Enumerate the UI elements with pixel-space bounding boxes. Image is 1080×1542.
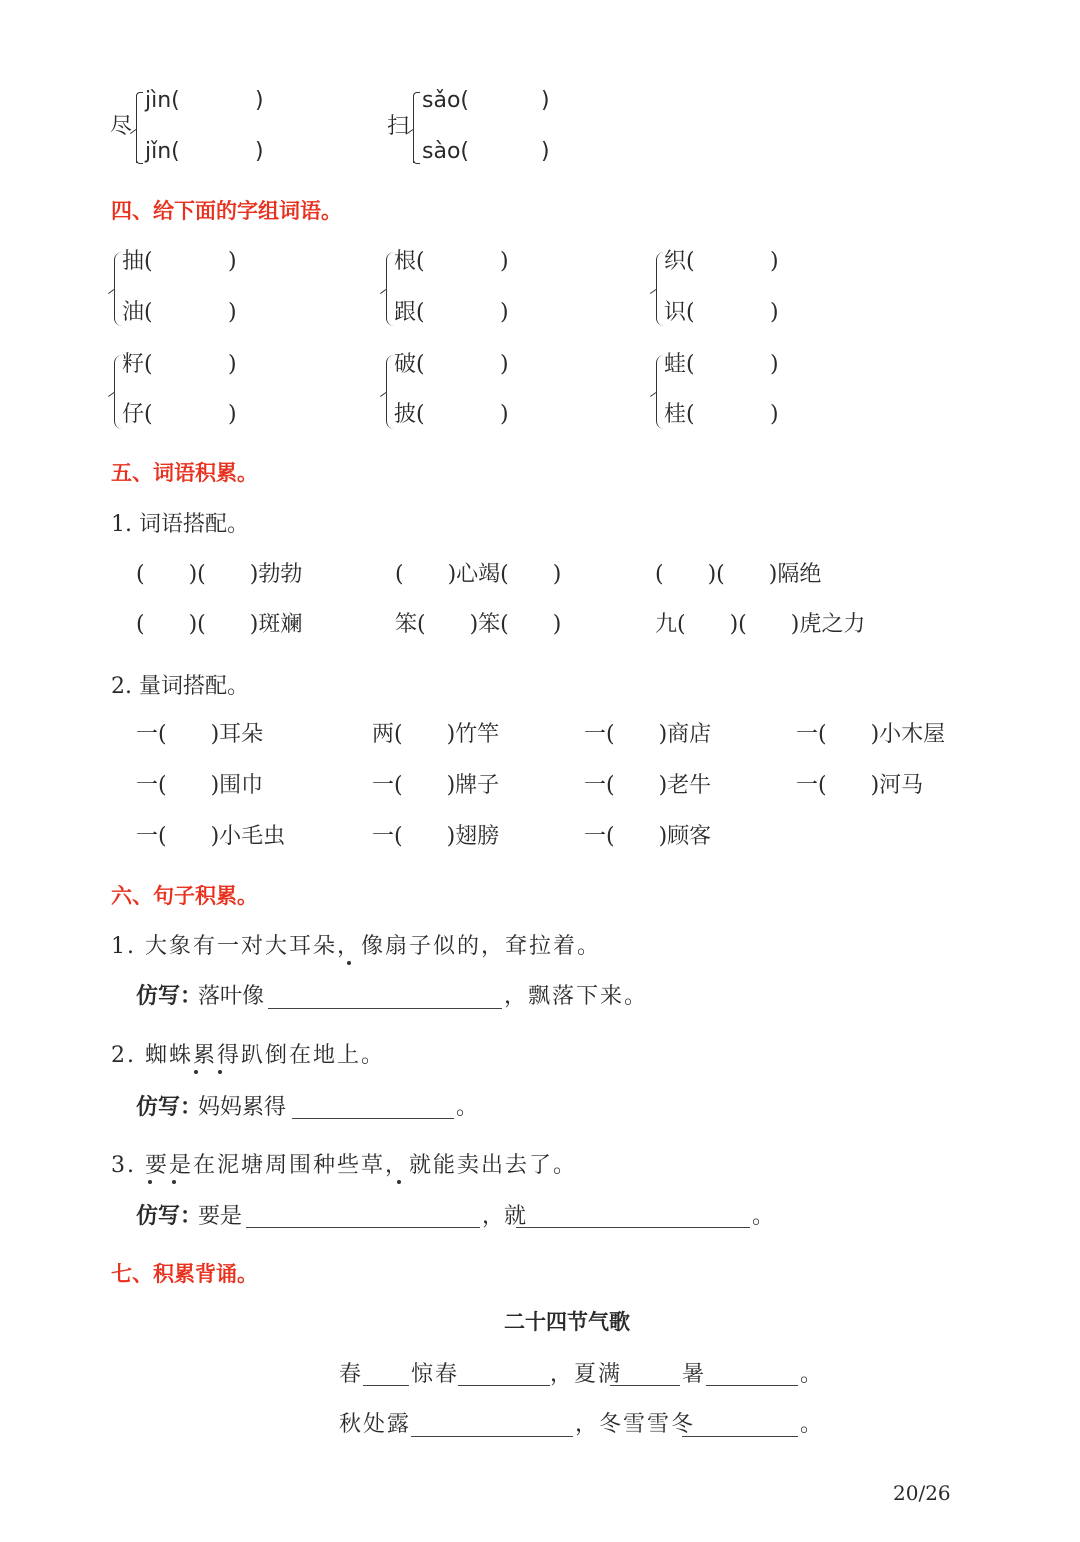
blank-line[interactable] <box>363 1385 409 1386</box>
measure-item: 一( )围巾 <box>136 773 264 798</box>
measure-item: 一( )小木屋 <box>796 722 946 747</box>
emphasis-dot <box>194 1070 198 1074</box>
fill-item: ( )心竭( ) <box>395 562 562 587</box>
emphasis-dot <box>397 1180 401 1184</box>
emphasis-dot <box>347 961 351 965</box>
emphasis-dot <box>218 1070 222 1074</box>
brace <box>386 252 394 326</box>
blank-line[interactable] <box>246 1227 480 1228</box>
blank-line[interactable] <box>610 1385 680 1386</box>
brace <box>413 95 421 163</box>
measure-item: 两( )竹竿 <box>372 722 500 747</box>
fill-item: ( )( )勃勃 <box>136 562 303 587</box>
sentence: 3. 要是在泥塘周围种些草，就能卖出去了。 <box>111 1153 577 1178</box>
char-jin: 尽 <box>110 114 133 139</box>
blank-line[interactable] <box>268 1008 502 1009</box>
measure-item: 一( )耳朵 <box>136 722 264 747</box>
pinyin-option: sǎo( <box>422 88 469 113</box>
brace <box>386 355 394 429</box>
char-sao: 扫 <box>387 114 410 139</box>
poem-title: 二十四节气歌 <box>504 1310 630 1334</box>
blank-line[interactable] <box>411 1436 573 1437</box>
pinyin-option: jǐn( <box>145 139 180 164</box>
sub-heading: 2. 量词搭配。 <box>111 674 249 699</box>
sentence: 2. 蜘蛛累得趴倒在地上。 <box>111 1043 385 1068</box>
brace <box>114 355 122 429</box>
section-heading: 五、词语积累。 <box>111 461 258 485</box>
emphasis-dot <box>148 1180 152 1184</box>
measure-item: 一( )顾客 <box>584 824 712 849</box>
sub-heading: 1. 词语搭配。 <box>111 512 249 537</box>
fill-item: 笨( )笨( ) <box>395 612 562 637</box>
pinyin-option: sào( <box>422 139 469 164</box>
blank-line[interactable] <box>516 1227 750 1228</box>
measure-item: 一( )牌子 <box>372 773 500 798</box>
fill-item: ( )( )斑斓 <box>136 612 303 637</box>
brace <box>656 355 664 429</box>
page-number: 20/26 <box>893 1481 951 1505</box>
fill-item: 九( )( )虎之力 <box>655 612 866 637</box>
measure-item: 一( )商店 <box>584 722 712 747</box>
measure-item: 一( )小毛虫 <box>136 824 286 849</box>
section-heading: 六、句子积累。 <box>111 884 258 908</box>
pinyin-option: jìn( <box>145 88 180 113</box>
emphasis-dot <box>172 1180 176 1184</box>
imitate-label: 仿写： <box>136 1204 203 1229</box>
blank-line[interactable] <box>706 1385 798 1386</box>
section-heading: 七、积累背诵。 <box>111 1262 258 1286</box>
blank-line[interactable] <box>682 1436 798 1437</box>
sentence: 1. 大象有一对大耳朵，像扇子似的，耷拉着。 <box>111 934 601 959</box>
brace <box>114 252 122 326</box>
imitate-label: 仿写： <box>136 1095 203 1120</box>
section-heading: 四、给下面的字组词语。 <box>111 199 342 223</box>
measure-item: 一( )河马 <box>796 773 924 798</box>
blank-line[interactable] <box>292 1118 454 1119</box>
brace <box>656 252 664 326</box>
measure-item: 一( )老牛 <box>584 773 712 798</box>
blank-line[interactable] <box>458 1385 550 1386</box>
brace <box>136 95 144 163</box>
fill-item: ( )( )隔绝 <box>655 562 822 587</box>
measure-item: 一( )翅膀 <box>372 824 500 849</box>
imitate-label: 仿写： <box>136 984 203 1009</box>
